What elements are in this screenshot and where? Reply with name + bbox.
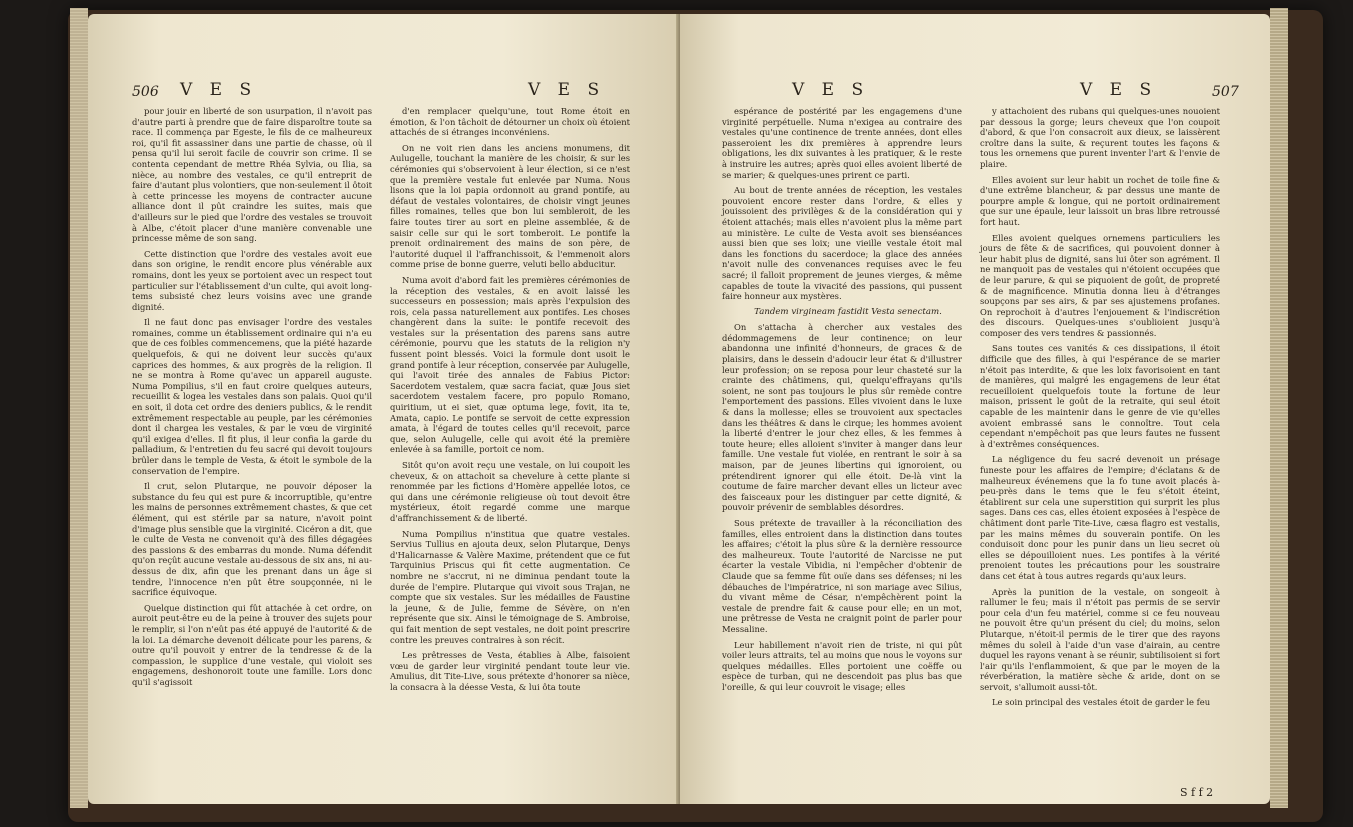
left-header-left: V E S — [180, 80, 258, 100]
paragraph: Sitôt qu'on avoit reçu une vestale, on lui coupoit les cheveux, & on attachoit sa chevelure à cette plante si renommée par les fictions d'Homère appellée lotos, ce qui dans une cérémonie religieuse où tout devoit être mystérieux, étoit regardé comme une marque d'affranchissement & de liberté. — [390, 460, 630, 523]
right-page-number: 507 — [1212, 84, 1239, 100]
right-column-2 — [980, 106, 1220, 713]
paragraph: Sans toutes ces vanités & ces dissipations, il étoit difficile que des filles, à qui l'espérance de se marier n'étoit pas interdite, & que les loix favorisoient en tant de manières, qui malgré les engagemens de leur état recueilloient quelquefois toute la fortune de leur maison, prissent le goût de la retraite, qui seul étoit capable de les maintenir dans le genre de vie qu'elles avoient embrassé sans le connoître. Tout cela cependant n'empêchoit pas que leurs fautes ne fussent à d'extrêmes conséquences. — [980, 343, 1220, 449]
paragraph: On ne voit rien dans les anciens monumens, dit Aulugelle, touchant la manière de les choisir, & sur les cérémonies qui s'observoient à leur élection, si ce n'est que la première vestale fut enlevée par Numa. Nous lisons que la loi papia ordonnoit au grand pontife, au défaut de vestales volontaires, de choisir vingt jeunes filles romaines, telles que bon lui sembleroit, de les faire toutes tirer au sort en pleine assemblée, & de saisir celle sur qui le sort tomberoit. Le pontife la prenoit ordinairement des mains de son père, de l'autorité duquel il l'affranchissoit, & l'emmenoit alors comme prise de bonne guerre, veluti bello abducitur. — [390, 142, 630, 270]
left-column-2 — [390, 106, 630, 697]
paragraph: Elles avoient quelques ornemens particuliers les jours de fête & de sacrifices, qui pouvoient donner à leur habit plus de dignité, sans lui ôter son agrément. Il ne manquoit pas de vestales qui n'étoient occupées que de leur parure, & qui se piquoient de goût, de propreté & de magnificence. Minutia donna lieu à d'étranges soupçons par ses airs, & par ses ajustemens profanes. On reprochoit à d'autres l'enjouement & l'indiscrétion des discours. Quelques-unes s'oublioient jusqu'à composer des vers tendres & passionnés. — [980, 232, 1220, 338]
paragraph: Elles avoient sur leur habit un rochet de toile fine & d'une extrême blancheur, & par dessus une mante de pourpre ample & longue, qui ne portoit ordinairement que sur une épaule, leur laissoit un bras libre retroussé fort haut. — [980, 174, 1220, 227]
paragraph: y attachoient des rubans qui quelques-unes nouoient par dessous la gorge; leurs cheveux que l'on coupoit d'abord, & que l'on consacroit aux dieux, se laissèrent croître dans la suite, & reçurent toutes les façons & tous les ornemens que purent inventer l'art & l'envie de plaire. — [980, 106, 1220, 169]
paragraph: d'en remplacer quelqu'une, tout Rome étoit en émotion, & l'on tâchoit de détourner un choix où étoient attachés de si étranges inconvéniens. — [390, 106, 630, 138]
signature-mark: S f f 2 — [1180, 786, 1214, 799]
paragraph: Au bout de trente années de réception, les vestales pouvoient encore rester dans l'ordre, & elles y jouissoient des privilèges & de la considération qui y étoient attachés; mais elles n'avoient plus la même part au ministère. Le culte de Vesta avoit ses bienséances aussi bien que ses loix; une vieille vestale étoit mal dans les fonctions du sacerdoce; la glace des années n'avoit nulle des convenances requises avec le feu sacré; il falloit proprement de jeunes vierges, & même capables de toute la vivacité des passions, qui pussent faire honneur aux mystères. — [722, 185, 962, 302]
left-page-edges — [70, 8, 88, 808]
paragraph: espérance de postérité par les engagemens d'une virginité perpétuelle. Numa n'exigea au contraire des vestales qu'une continence de trente années, dont elles passeroient les dix premières à apprendre leurs obligations, les dix suivantes à les pratiquer, & le reste à instruire les autres; après quoi elles avoient liberté de se marier; & quelques-unes prirent ce parti. — [722, 106, 962, 180]
paragraph: Il crut, selon Plutarque, ne pouvoir déposer la substance du feu qui est pure & incorruptible, qu'entre les mains de personnes extrêmement chastes, & que cet élément, qui est stérile par sa nature, n'avoit point d'image plus sensible que la virginité. Cicéron a dit, que le culte de Vesta ne convenoit qu'à des filles dégagées des passions & des embarras du monde. Numa défendit qu'on reçût aucune vestale au-dessous de six ans, ni au-dessus de dix, afin que les prenant dans un âge si tendre, l'innocence n'en pût être soupçonnée, ni le sacrifice équivoque. — [132, 481, 372, 598]
paragraph: La négligence du feu sacré devenoit un présage funeste pour les affaires de l'empire; d'éclatans & de malheureux événemens que la fo tune avoit placés à-peu-près dans le tems que le feu s'étoit éteint, établirent sur cela une superstition qui surprit les plus sages. Dans ces cas, elles étoient exposées à l'espèce de châtiment dont parle Tite-Live, cæsa flagro est vestalis, par les mains mêmes du souverain pontife. On les conduisoit donc pour les punir dans un lieu secret où elles se dépouilloient nues. Les pontifes à la vérité prenoient toutes les précautions pour les soustraire dans cet état à tous autres regards qu'aux leurs. — [980, 454, 1220, 581]
paragraph: pour jouir en liberté de son usurpation, il n'avoit pas d'autre parti à prendre que de faire disparoître toute sa race. Il commença par Egeste, le fils de ce malheureux roi, qu'il fit assassiner dans une partie de chasse, où il pensa qu'il lui seroit facile de couvrir son crime. Il se contenta cependant de mettre Rhéa Sylvia, ou Ilia, sa nièce, au nombre des vestales, ce qu'il entreprit de faire d'autant plus volontiers, que non-seulement il ôtoit à cette princesse les moyens de contracter aucune alliance dont il pût craindre les suites, mais que d'ailleurs sur le pied que l'ordre des vestales se trouvoit à Albe, c'étoit placer d'une manière convenable une princesse même de son sang. — [132, 106, 372, 244]
paragraph: Le soin principal des vestales étoit de garder le feu — [992, 697, 1211, 708]
right-page-edges — [1270, 8, 1288, 808]
left-column-1 — [132, 106, 372, 692]
left-header-center: V E S — [528, 80, 606, 100]
paragraph: On s'attacha à chercher aux vestales des dédommagemens de leur continence; on leur abandonna une infinité d'honneurs, de graces & de plaisirs, dans le dessein d'adoucir leur état & d'illustrer leur profession; on se reposa pour leur chasteté sur la crainte des châtimens, qui, quelqu'effrayans qu'ils soient, ne sont pas toujours le plus sûr remède contre l'emportement des passions. Elles vivoient dans le luxe & dans la mollesse; elles se trouvoient aux spectacles dans les théâtres & dans le cirque; les hommes avoient la liberté d'entrer le jour chez elles, & les femmes à toute heure; elles alloient s'inviter à manger dans leur famille. Une vestale fut violée, en rentrant le soir à sa maison, par de jeunes libertins qui ignoroient, ou prétendirent ignorer qui elle étoit. De-là vint la coutume de faire marcher devant elles un licteur avec des faisceaux pour les distinguer par cette dignité, & pouvoir prévenir de semblables désordres. — [722, 322, 962, 513]
right-header-center: V E S — [1080, 80, 1158, 100]
paragraph: Leur habillement n'avoit rien de triste, ni qui pût voiler leurs attraits, tel au moins que nous le voyons sur quelques médailles. Elles portoient une coëffe ou espèce de turban, qui ne descendoit pas plus bas que l'oreille, & qui leur couvroit le visage; elles — [722, 639, 962, 692]
right-header-left: V E S — [792, 80, 870, 100]
paragraph: Il ne faut donc pas envisager l'ordre des vestales romaines, comme un établissement ordinaire qui n'a eu que de ces foibles commencemens, que la piété hazarde quelquefois, & qui ne doivent leur succès qu'aux caprices des hommes, & aux progrès de la religion. Il ne se montra à Rome qu'avec un appareil auguste. Numa Pompilius, s'il en faut croire quelques auteurs, recueillit & logea les vestales dans son palais. Quoi qu'il en soit, il dota cet ordre des deniers publics, & le rendit extrêmement respectable au peuple, par les cérémonies dont il chargea les vestales, & par le vœu de virginité qu'il exigea d'elles. Il fit plus, il leur confia la garde du palladium, & l'entretien du feu sacré qui devoit toujours brûler dans le temple de Vesta, & étoit le symbole de la conservation de l'empire. — [132, 317, 372, 476]
paragraph: Après la punition de la vestale, on songeoit à rallumer le feu; mais il n'étoit pas permis de se servir pour cela d'un feu matériel, comme si ce feu nouveau ne pouvoit être qu'un présent du ciel; du moins, selon Plutarque, n'étoit-il permis de le tirer que des rayons mêmes du soleil à l'aide d'un vase d'airain, au centre duquel les rayons venant à se réunir, subtilisoient si fort l'air qu'ils l'enflammoient, & que par le moyen de la réverbération, la matière sèche & aride, dont on se servoit, s'allumoit aussi-tôt. — [980, 586, 1220, 692]
left-page-number: 506 — [132, 84, 159, 100]
paragraph: Les prêtresses de Vesta, établies à Albe, faisoient vœu de garder leur virginité pendant toute leur vie. Amulius, dit Tite-Live, sous prétexte d'honorer sa nièce, la consacra à la déesse Vesta, & lui ôta toute — [390, 650, 630, 692]
paragraph: Numa Pompilius n'institua que quatre vestales. Servius Tullius en ajouta deux, selon Plutarque, Denys d'Halicarnasse & Valère Maxime, prétendent que ce fut Tarquinius Priscus qui fit cette augmentation. Ce nombre ne s'accrut, ni ne diminua pendant toute la durée de l'empire. Plutarque qui vivoit sous Trajan, ne compte que six vestales. Sur les médailles de Faustine la jeune, & de Julie, femme de Sévère, on n'en représente que six. Ainsi le témoignage de S. Ambroise, qui fait mention de sept vestales, ne doit point prescrire contre les preuves contraires à son récit. — [390, 528, 630, 645]
paragraph: Quelque distinction qui fût attachée à cet ordre, on auroit peut-être eu de la peine à trouver des sujets pour le remplir, si l'on n'eût pas été appuyé de l'autorité & de la loi. La démarche devenoit délicate pour les parens, & outre qu'il pouvoit y entrer de la tendresse & de la compassion, le supplice d'une vestale, qui violoit ses engagemens, deshonoroit toute une famille. Lors donc qu'il s'agissoit — [132, 602, 372, 687]
paragraph: Numa avoit d'abord fait les premières cérémonies de la réception des vestales, & en avoit laissé les successeurs en possession; mais après l'expulsion des rois, cela passa naturellement aux pontifes. Les choses changèrent dans la suite: le pontife recevoit des vestales sur la présentation des parens sans autre cérémonie, pourvu que les statuts de la religion n'y fussent point blessés. Voici la formule dont usoit le grand pontife à leur réception, conservée par Aulugelle, qui l'avoit tirée des annales de Fabius Pictor: Sacerdotem vestalem, quæ sacra faciat, quæ Jous siet sacerdotem vestalem facere, pro populo Romano, quiritium, ut ei siet, quæ optuma lege, fovit, ita te, Amata, capio. Le pontife se servoit de cette expression amata, à l'égard de toutes celles qu'il recevoit, parce que, selon Aulugelle, celle qui avoit été la première enlevée à sa famille, portoit ce nom. — [390, 274, 630, 455]
right-page — [680, 14, 1270, 804]
right-column-1 — [722, 106, 962, 697]
left-page — [88, 14, 680, 804]
latin-quote: Tandem virgineam fastidit Vesta senectam. — [754, 306, 942, 317]
paragraph: Sous prétexte de travailler à la réconciliation des familles, elles entroient dans la distinction dans toutes les affaires; c'étoit la plus sûre & la dernière ressource des malheureux. Toute l'autorité de Narcisse ne put écarter la vestale Vibidia, ni l'empêcher d'obtenir de Claude que sa femme fût ouïe dans ses défenses; ni les débauches de l'impératrice, ni son mariage avec Silius, du vivant même de César, n'empêchèrent point la vestale de prendre fait & cause pour elle; en un mot, une prêtresse de Vesta ne craignit point de parler pour Messaline. — [722, 517, 962, 634]
paragraph: Cette distinction que l'ordre des vestales avoit eue dans son origine, le rendit encore plus vénérable aux romains, dont les yeux se portoient avec un respect tout particulier sur l'établissement d'un culte, qui avoit long-tems subsisté chez leurs voisins avec une grande dignité. — [132, 248, 372, 312]
